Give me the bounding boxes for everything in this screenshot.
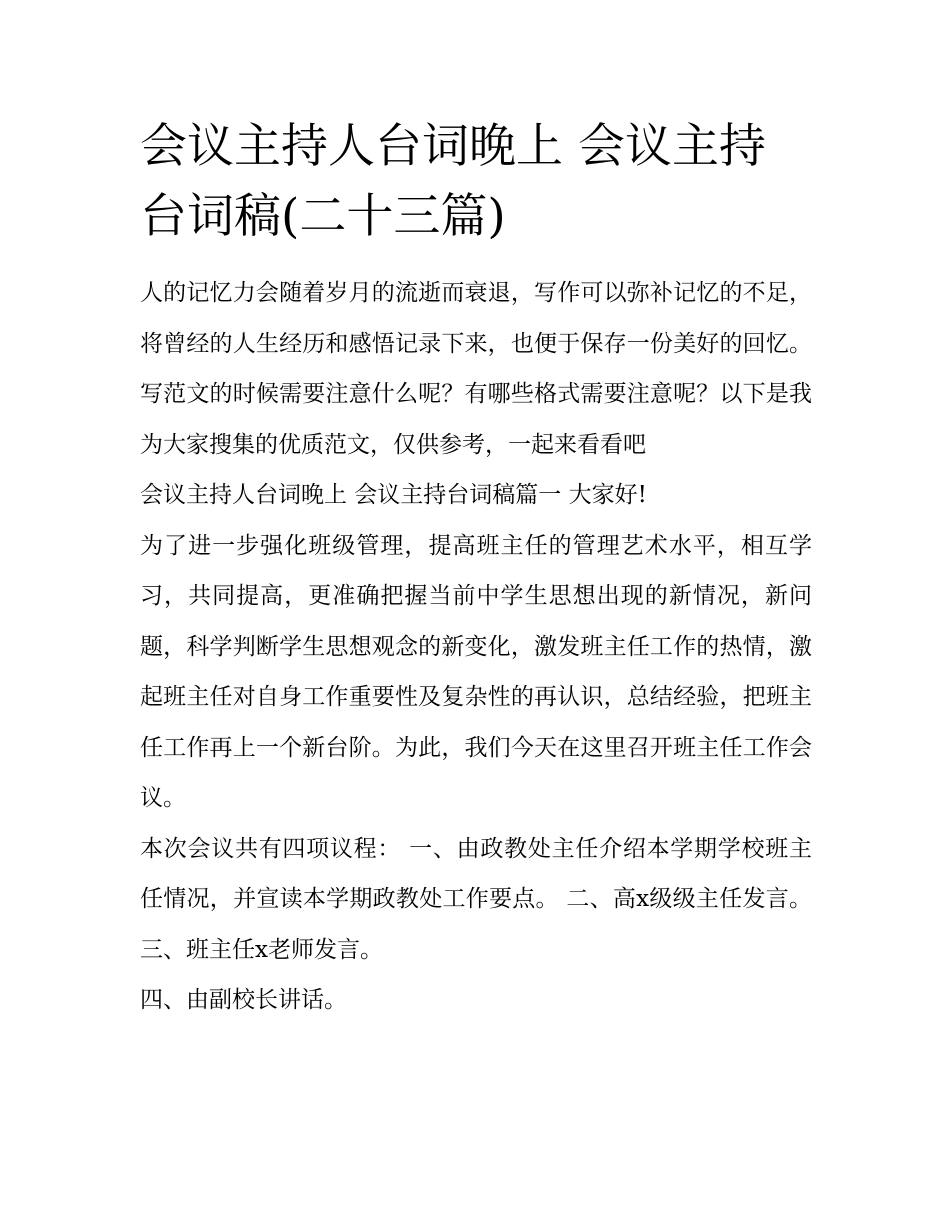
intro-paragraph: 人的记忆力会随着岁月的流逝而衰退，写作可以弥补记忆的不足，将曾经的人生经历和感悟记录下来，也便于保存一份美好的回忆。写范文的时候需要注意什么呢？有哪些格式需要注意呢？以下是我为大家搜集的优质范文，仅供参考，一起来看看吧 [140,280,812,458]
document-title: 会议主持人台词晚上 会议主持台词稿(二十三篇) [140,119,766,244]
section-heading: 会议主持人台词晚上 会议主持台词稿篇一 大家好! [140,482,647,508]
agenda-item-four: 四、由副校长讲话。 [140,987,347,1013]
document-page [140,112,812,1026]
body-paragraph: 为了进一步强化班级管理，提高班主任的管理艺术水平，相互学习，共同提高，更准确把握当前中学生思想出现的新情况，新问题，科学判断学生思想观念的新变化，激发班主任工作的热情，激起班主任对自身工作重要性及复杂性的再认识，总结经验，把班主任工作再上一个新台阶。为此，我们今天在这里召开班主任工作会议。 [140,532,812,811]
agenda-paragraph: 本次会议共有四项议程： 一、由政教处主任介绍本学期学校班主任情况，并宣读本学期政教处工作要点。 二、高x级级主任发言。 三、班主任x老师发言。 [140,835,812,963]
